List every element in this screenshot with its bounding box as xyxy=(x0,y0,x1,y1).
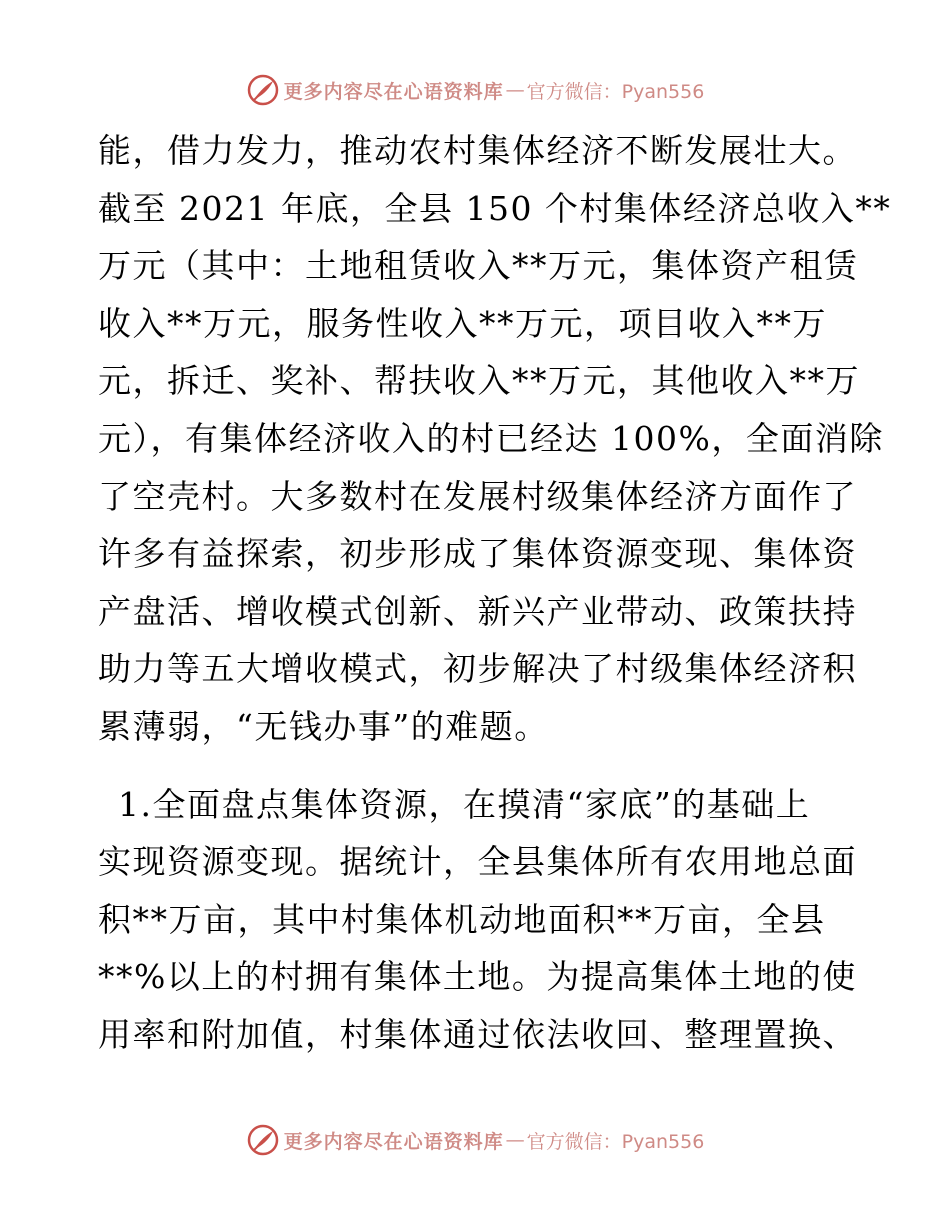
text-line: 万元（其中：土地租赁收入**万元，集体资产租赁 xyxy=(98,246,859,286)
text-line: 许多有益探索，初步形成了集体资源变现、集体资 xyxy=(98,534,857,574)
watermark-contact: 官方微信：Pyan556 xyxy=(526,1130,705,1153)
text-line: 截至 2021 年底，全县 150 个村集体经济总收入** xyxy=(98,188,892,228)
text-line: 了空壳村。大多数村在发展村级集体经济方面作了 xyxy=(98,476,857,516)
feather-logo-icon xyxy=(246,73,280,107)
watermark-dash: — xyxy=(505,1129,525,1151)
footer-watermark xyxy=(0,1122,950,1158)
feather-logo-icon xyxy=(246,1123,280,1157)
text-line: 能，借力发力，推动农村集体经济不断发展壮大。 xyxy=(98,131,857,170)
text-line: 积**万亩，其中村集体机动地面积**万亩，全县 xyxy=(98,899,826,939)
text-line: 助力等五大增收模式，初步解决了村级集体经济积 xyxy=(98,649,857,689)
watermark-main-text: 更多内容尽在心语资料库 xyxy=(283,1130,504,1153)
text-line: 元，拆迁、奖补、帮扶收入**万元，其他收入**万 xyxy=(98,361,860,401)
text-line: 1.全面盘点集体资源，在摸清“家底”的基础上 xyxy=(118,784,811,824)
paragraph-2 xyxy=(98,776,858,1064)
document-body xyxy=(98,122,892,1064)
watermark-dash: — xyxy=(505,79,525,101)
paragraph-1 xyxy=(98,122,892,756)
text-line: **%以上的村拥有集体土地。为提高集体土地的使 xyxy=(98,957,857,997)
text-line: 元），有集体经济收入的村已经达 100%，全面消除 xyxy=(98,418,884,458)
text-line: 收入**万元，服务性收入**万元，项目收入**万 xyxy=(98,303,827,343)
header-watermark xyxy=(0,72,950,108)
text-line: 累薄弱，“无钱办事”的难题。 xyxy=(98,706,549,746)
text-line: 用率和附加值，村集体通过依法收回、整理置换、 xyxy=(98,1014,857,1054)
watermark-contact: 官方微信：Pyan556 xyxy=(526,80,705,103)
paragraph-spacer xyxy=(98,756,858,776)
watermark-main-text: 更多内容尽在心语资料库 xyxy=(283,80,504,103)
text-line: 产盘活、增收模式创新、新兴产业带动、政策扶持 xyxy=(98,591,857,631)
text-line: 实现资源变现。据统计，全县集体所有农用地总面 xyxy=(98,842,857,882)
